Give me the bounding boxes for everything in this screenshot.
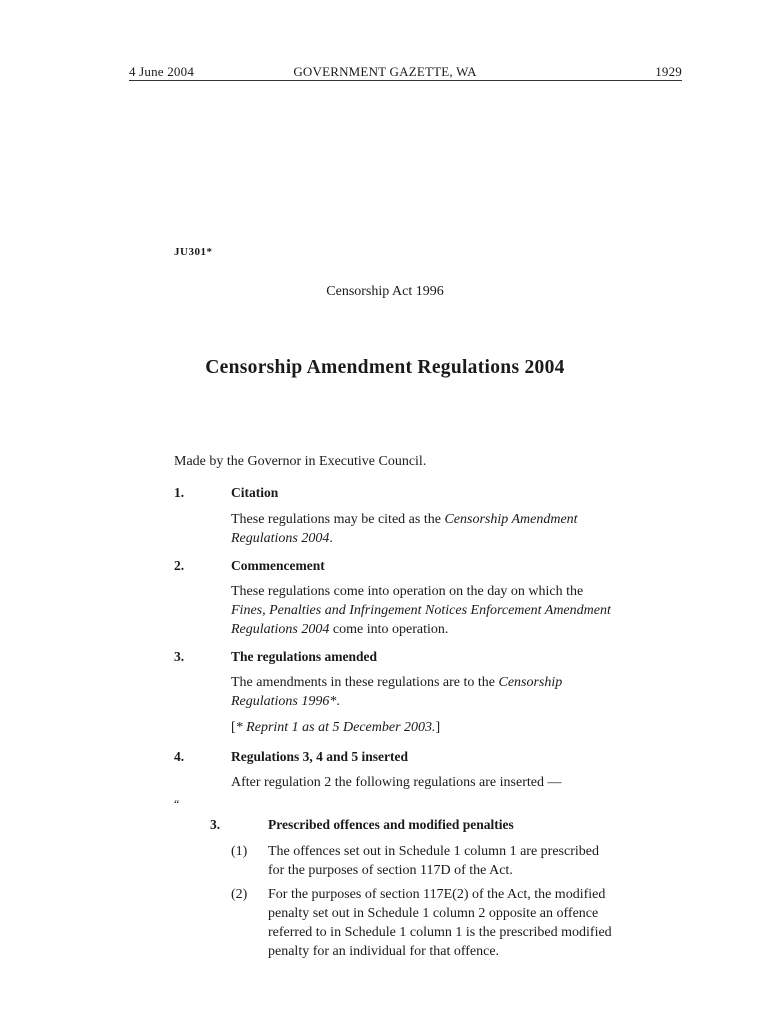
section-1-number: 1. [174,485,185,500]
section-1-text-start: These regulations may be cited as the [231,512,445,527]
made-by-statement: Made by the Governor in Executive Council. [174,454,427,469]
subregulation-2-label: (2) [231,887,248,902]
subregulation-1-label: (1) [231,844,248,859]
section-1-text-end: . [329,531,333,546]
notice-code: JU301* [174,246,213,258]
section-3-heading: The regulations amended [231,649,378,664]
section-2-number: 2. [174,558,185,573]
section-1-citation-name: Censorship Amendment Regulations 2004 [231,512,578,546]
inserted-regulation-number: 3. [210,817,221,832]
section-1-heading: Citation [231,485,279,500]
section-2-text [231,582,621,639]
act-name: Censorship Act 1996 [326,284,444,299]
subregulation-2-text: For the purposes of section 117E(2) of the Act, the modified penalty set out in Schedule 1 column 2 opposite an offence referred to in Schedule 1 column 1 is the prescribed modified penalty for an individual for that offence. [268,887,612,959]
subregulation-1-text: The offences set out in Schedule 1 column 1 are prescribed for the purposes of section 117D of the Act. [268,844,599,878]
section-3-text [231,673,631,711]
section-2-text-start: These regulations come into operation on the day on which the [231,584,584,599]
section-4-heading: Regulations 3, 4 and 5 inserted [231,749,409,764]
section-3-text-start: The amendments in these regulations are to the [231,675,499,690]
section-3-number: 3. [174,649,185,664]
document-title: Censorship Amendment Regulations 2004 [205,357,565,378]
section-2-regulations-name: Fines, Penalties and Infringement Notices Enforcement Amendment Regulations 2004 [231,603,611,637]
section-3-reprint-note [231,718,631,737]
section-4-text: After regulation 2 the following regulations are inserted — [231,775,562,790]
section-1-text [231,510,631,548]
header-page-number: 1929 [655,64,682,79]
reprint-note-open: [ [231,720,236,735]
header-rule [129,80,682,81]
opening-quote-mark: “ [174,797,180,811]
reprint-note-close: ] [435,720,441,735]
inserted-regulation-heading: Prescribed offences and modified penalties [268,817,514,832]
reprint-note-text: * Reprint 1 as at 5 December 2003. [235,720,436,735]
section-3-text-end: . [336,694,340,709]
section-4-number: 4. [174,749,185,764]
section-2-heading: Commencement [231,558,325,573]
header-date: 4 June 2004 [129,64,195,79]
section-3-regulations-name: Censorship Regulations 1996* [231,675,563,709]
section-2-text-end: come into operation. [329,622,449,637]
header-publication: GOVERNMENT GAZETTE, WA [293,64,477,79]
